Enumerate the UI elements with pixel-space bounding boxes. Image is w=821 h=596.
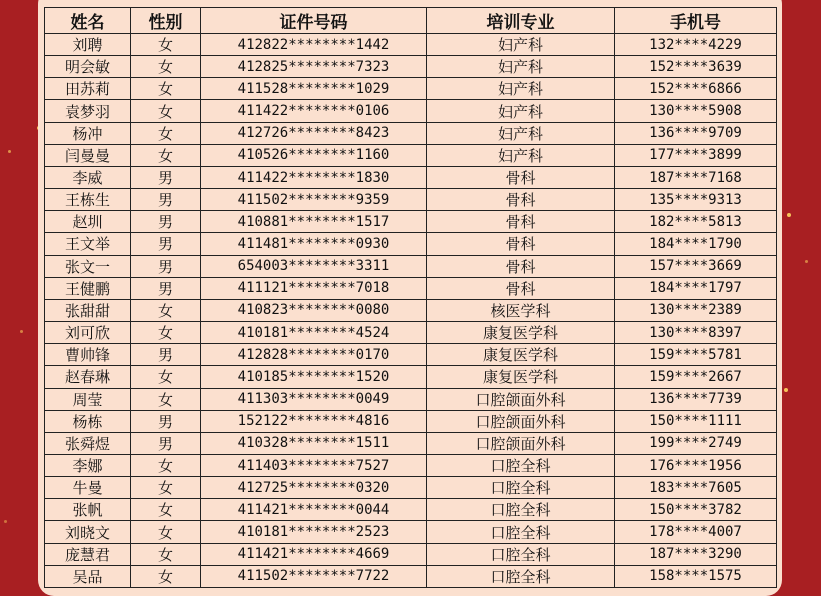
cell-name: 刘晓文 xyxy=(45,521,131,543)
cell-id-number: 411481********0930 xyxy=(201,233,427,255)
table-row xyxy=(45,344,777,366)
cell-gender: 女 xyxy=(131,122,201,144)
cell-phone: 184****1797 xyxy=(615,277,777,299)
cell-name: 田苏莉 xyxy=(45,78,131,100)
cell-phone: 187****3290 xyxy=(615,543,777,565)
cell-phone: 150****3782 xyxy=(615,499,777,521)
cell-name: 张舜煜 xyxy=(45,432,131,454)
cell-name: 刘可欣 xyxy=(45,322,131,344)
cell-name: 李威 xyxy=(45,166,131,188)
table-row xyxy=(45,543,777,565)
table-row xyxy=(45,34,777,56)
cell-gender: 男 xyxy=(131,432,201,454)
cell-phone: 136****9709 xyxy=(615,122,777,144)
cell-specialty: 康复医学科 xyxy=(427,344,615,366)
cell-phone: 130****8397 xyxy=(615,322,777,344)
cell-specialty: 骨科 xyxy=(427,233,615,255)
cell-phone: 152****3639 xyxy=(615,56,777,78)
sparkle-dot xyxy=(4,520,7,523)
cell-specialty: 骨科 xyxy=(427,166,615,188)
cell-id-number: 411422********0106 xyxy=(201,100,427,122)
header-specialty: 培训专业 xyxy=(427,8,615,34)
table-row xyxy=(45,499,777,521)
cell-phone: 199****2749 xyxy=(615,432,777,454)
table-row xyxy=(45,255,777,277)
table-row xyxy=(45,477,777,499)
cell-gender: 男 xyxy=(131,255,201,277)
cell-specialty: 口腔全科 xyxy=(427,454,615,476)
cell-specialty: 妇产科 xyxy=(427,34,615,56)
cell-phone: 182****5813 xyxy=(615,211,777,233)
table-row xyxy=(45,56,777,78)
table-header-row xyxy=(45,8,777,34)
cell-gender: 女 xyxy=(131,34,201,56)
cell-gender: 女 xyxy=(131,543,201,565)
cell-gender: 女 xyxy=(131,499,201,521)
cell-phone: 157****3669 xyxy=(615,255,777,277)
cell-name: 张甜甜 xyxy=(45,299,131,321)
table-row xyxy=(45,432,777,454)
header-name: 姓名 xyxy=(45,8,131,34)
table-row xyxy=(45,211,777,233)
cell-phone: 184****1790 xyxy=(615,233,777,255)
cell-phone: 130****5908 xyxy=(615,100,777,122)
sparkle-dot xyxy=(784,388,788,392)
table-row xyxy=(45,410,777,432)
trainee-table xyxy=(44,7,777,588)
cell-specialty: 口腔全科 xyxy=(427,477,615,499)
cell-phone: 183****7605 xyxy=(615,477,777,499)
sparkle-dot xyxy=(787,213,791,217)
cell-gender: 女 xyxy=(131,454,201,476)
cell-specialty: 骨科 xyxy=(427,189,615,211)
cell-name: 王健鹏 xyxy=(45,277,131,299)
cell-id-number: 411421********0044 xyxy=(201,499,427,521)
cell-name: 闫曼曼 xyxy=(45,144,131,166)
cell-gender: 女 xyxy=(131,366,201,388)
cell-id-number: 411422********1830 xyxy=(201,166,427,188)
cell-name: 袁梦羽 xyxy=(45,100,131,122)
table-row xyxy=(45,388,777,410)
cell-name: 周莹 xyxy=(45,388,131,410)
cell-specialty: 妇产科 xyxy=(427,122,615,144)
cell-gender: 女 xyxy=(131,477,201,499)
cell-gender: 女 xyxy=(131,78,201,100)
cell-gender: 女 xyxy=(131,144,201,166)
cell-phone: 176****1956 xyxy=(615,454,777,476)
cell-name: 李娜 xyxy=(45,454,131,476)
cell-phone: 159****2667 xyxy=(615,366,777,388)
cell-name: 赵春琳 xyxy=(45,366,131,388)
cell-phone: 187****7168 xyxy=(615,166,777,188)
cell-specialty: 口腔全科 xyxy=(427,565,615,587)
cell-gender: 女 xyxy=(131,299,201,321)
cell-specialty: 口腔颌面外科 xyxy=(427,410,615,432)
cell-phone: 178****4007 xyxy=(615,521,777,543)
cell-id-number: 411528********1029 xyxy=(201,78,427,100)
cell-specialty: 口腔全科 xyxy=(427,543,615,565)
cell-gender: 男 xyxy=(131,233,201,255)
table-row xyxy=(45,166,777,188)
table-row xyxy=(45,144,777,166)
table-row xyxy=(45,299,777,321)
cell-gender: 男 xyxy=(131,211,201,233)
cell-gender: 女 xyxy=(131,388,201,410)
table-row xyxy=(45,189,777,211)
cell-name: 明会敏 xyxy=(45,56,131,78)
cell-id-number: 152122********4816 xyxy=(201,410,427,432)
header-phone: 手机号 xyxy=(615,8,777,34)
cell-phone: 159****5781 xyxy=(615,344,777,366)
cell-id-number: 410185********1520 xyxy=(201,366,427,388)
cell-phone: 177****3899 xyxy=(615,144,777,166)
cell-phone: 132****4229 xyxy=(615,34,777,56)
cell-id-number: 410181********2523 xyxy=(201,521,427,543)
cell-name: 赵圳 xyxy=(45,211,131,233)
cell-name: 张帆 xyxy=(45,499,131,521)
table-row xyxy=(45,322,777,344)
table-body xyxy=(45,34,777,588)
cell-phone: 158****1575 xyxy=(615,565,777,587)
table-row xyxy=(45,454,777,476)
cell-gender: 男 xyxy=(131,277,201,299)
table-row xyxy=(45,78,777,100)
cell-id-number: 411403********7527 xyxy=(201,454,427,476)
sparkle-dot xyxy=(20,330,23,333)
cell-specialty: 核医学科 xyxy=(427,299,615,321)
cell-name: 牛曼 xyxy=(45,477,131,499)
cell-gender: 女 xyxy=(131,100,201,122)
cell-specialty: 口腔全科 xyxy=(427,521,615,543)
cell-gender: 女 xyxy=(131,56,201,78)
cell-id-number: 412726********8423 xyxy=(201,122,427,144)
table-row xyxy=(45,100,777,122)
table-row xyxy=(45,521,777,543)
cell-specialty: 妇产科 xyxy=(427,56,615,78)
cell-id-number: 410526********1160 xyxy=(201,144,427,166)
cell-name: 曹帅锋 xyxy=(45,344,131,366)
cell-gender: 男 xyxy=(131,344,201,366)
cell-id-number: 410328********1511 xyxy=(201,432,427,454)
table-row xyxy=(45,366,777,388)
cell-id-number: 410181********4524 xyxy=(201,322,427,344)
cell-name: 王文举 xyxy=(45,233,131,255)
table-row xyxy=(45,565,777,587)
cell-name: 杨冲 xyxy=(45,122,131,144)
cell-name: 庞慧君 xyxy=(45,543,131,565)
header-id-number: 证件号码 xyxy=(201,8,427,34)
cell-id-number: 412828********0170 xyxy=(201,344,427,366)
cell-gender: 男 xyxy=(131,410,201,432)
cell-name: 王栋生 xyxy=(45,189,131,211)
cell-phone: 130****2389 xyxy=(615,299,777,321)
table-row xyxy=(45,122,777,144)
cell-gender: 男 xyxy=(131,166,201,188)
cell-id-number: 411421********4669 xyxy=(201,543,427,565)
cell-phone: 150****1111 xyxy=(615,410,777,432)
cell-gender: 女 xyxy=(131,322,201,344)
cell-specialty: 骨科 xyxy=(427,277,615,299)
cell-gender: 女 xyxy=(131,565,201,587)
table-row xyxy=(45,233,777,255)
cell-specialty: 骨科 xyxy=(427,255,615,277)
cell-specialty: 口腔全科 xyxy=(427,499,615,521)
table-row xyxy=(45,277,777,299)
cell-phone: 152****6866 xyxy=(615,78,777,100)
cell-id-number: 412822********1442 xyxy=(201,34,427,56)
cell-specialty: 口腔颌面外科 xyxy=(427,432,615,454)
cell-id-number: 412725********0320 xyxy=(201,477,427,499)
cell-specialty: 骨科 xyxy=(427,211,615,233)
cell-id-number: 411303********0049 xyxy=(201,388,427,410)
cell-specialty: 康复医学科 xyxy=(427,366,615,388)
cell-name: 吴品 xyxy=(45,565,131,587)
cell-phone: 136****7739 xyxy=(615,388,777,410)
cell-gender: 女 xyxy=(131,521,201,543)
cell-specialty: 妇产科 xyxy=(427,100,615,122)
header-gender: 性别 xyxy=(131,8,201,34)
cell-id-number: 411502********9359 xyxy=(201,189,427,211)
cell-name: 刘聘 xyxy=(45,34,131,56)
cell-id-number: 654003********3311 xyxy=(201,255,427,277)
sparkle-dot xyxy=(8,150,11,153)
sparkle-dot xyxy=(805,260,808,263)
cell-specialty: 妇产科 xyxy=(427,144,615,166)
cell-phone: 135****9313 xyxy=(615,189,777,211)
cell-id-number: 412825********7323 xyxy=(201,56,427,78)
cell-name: 杨栋 xyxy=(45,410,131,432)
cell-specialty: 康复医学科 xyxy=(427,322,615,344)
cell-name: 张文一 xyxy=(45,255,131,277)
cell-specialty: 口腔颌面外科 xyxy=(427,388,615,410)
cell-gender: 男 xyxy=(131,189,201,211)
cell-specialty: 妇产科 xyxy=(427,78,615,100)
cell-id-number: 410823********0080 xyxy=(201,299,427,321)
cell-id-number: 410881********1517 xyxy=(201,211,427,233)
cell-id-number: 411121********7018 xyxy=(201,277,427,299)
cell-id-number: 411502********7722 xyxy=(201,565,427,587)
